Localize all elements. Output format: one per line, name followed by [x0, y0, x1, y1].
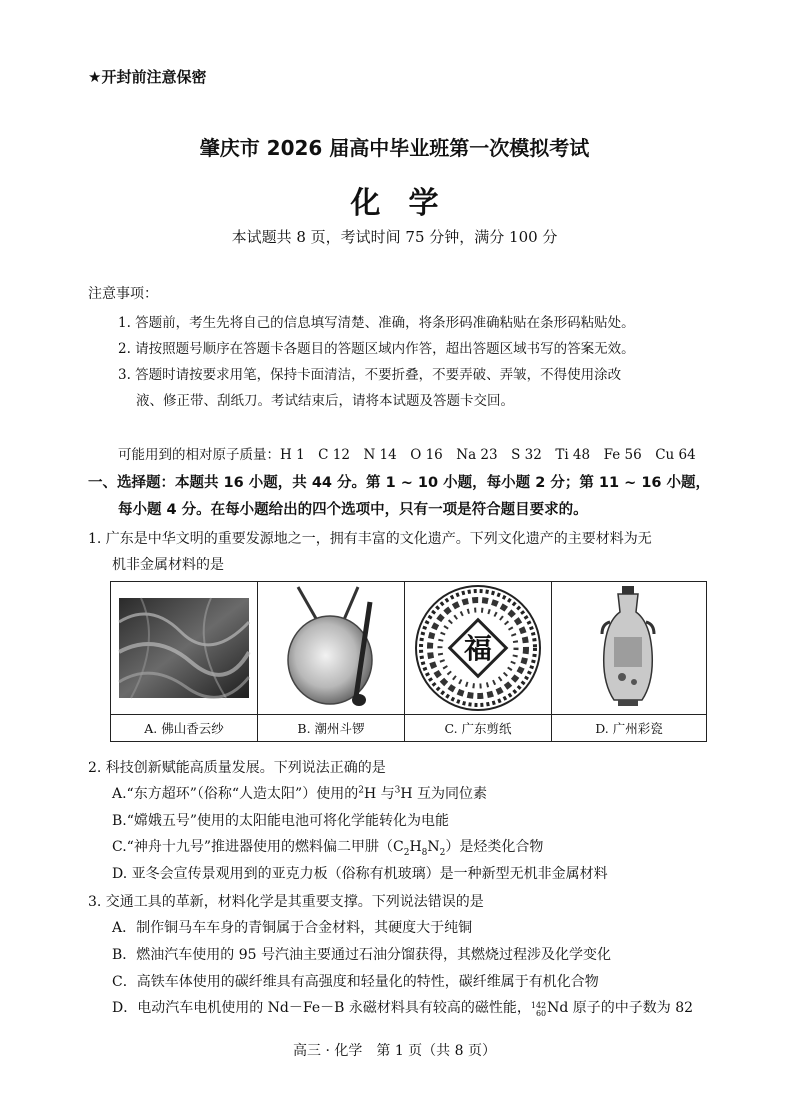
question-3-option-b: B．燃油汽车使用的 95 号汽油主要通过石油分馏获得，其燃烧过程涉及化学变化 — [112, 947, 612, 963]
question-2-option-c: C.“神舟十九号”推进器使用的燃料偏二甲肼$(C_2H_8N_2)$是烃类化合物 — [112, 839, 544, 858]
papercut-character: 福 — [463, 632, 493, 665]
papercut-image — [405, 582, 551, 715]
note-item-1: 1. 答题前，考生先将自己的信息填写清楚、准确，将条形码准确粘贴在条形码粘贴处。 — [118, 315, 635, 331]
question-2-option-a: A.“东方超环”（俗称“人造太阳”）使用的$^2$H 与$^3$H 互为同位素 — [112, 785, 488, 802]
option-d-caption: D. 广州彩瓷 — [595, 721, 663, 736]
question-1-picture-table — [110, 581, 707, 742]
option-c-caption: C. 广东剪纸 — [444, 721, 512, 736]
notes-heading: 注意事项： — [88, 286, 158, 302]
question-2-option-d: D. 亚冬会宣传景观用到的亚克力板（俗称有机玻璃）是一种新型无机非金属材料 — [112, 866, 608, 882]
question-1-stem-cont: 机非金属材料的是 — [112, 557, 224, 573]
question-3-option-c: C．高铁车体使用的碳纤维具有高强度和轻量化的特性，碳纤维属于有机化合物 — [112, 974, 599, 990]
question-3-stem: 3. 交通工具的革新，材料化学是其重要支撑。下列说法错误的是 — [88, 894, 484, 910]
question-2-option-b: B.“嫦娥五号”使用的太阳能电池可将化学能转化为电能 — [112, 813, 450, 829]
option-d-cell — [552, 582, 706, 741]
question-1-stem: 1. 广东是中华文明的重要发源地之一，拥有丰富的文化遗产。下列文化遗产的主要材料为无 — [88, 531, 652, 547]
confidential-notice: ★开封前注意保密 — [88, 68, 207, 86]
atomic-masses: 可能用到的相对原子质量：H 1 C 12 N 14 O 16 Na 23 S 32 Ti 48 Fe 56 Cu 64 — [118, 447, 696, 463]
page-footer: 高三 · 化学 第 1 页（共 8 页） — [293, 1043, 496, 1059]
exam-info: 本试题共 8 页，考试时间 75 分钟，满分 100 分 — [231, 228, 558, 246]
option-c-cell — [405, 582, 552, 741]
exam-title: 肇庆市 2026 届高中毕业班第一次模拟考试 — [199, 136, 590, 160]
note-item-3-cont: 液、修正带、刮纸刀。考试结束后，请将本试题及答题卡交回。 — [136, 393, 514, 409]
silk-fabric-image — [111, 582, 257, 715]
option-b-caption: B. 潮州斗锣 — [297, 721, 365, 736]
question-2-stem: 2. 科技创新赋能高质量发展。下列说法正确的是 — [88, 760, 386, 776]
option-a-caption: A. 佛山香云纱 — [144, 721, 224, 736]
section-heading-cont: 每小题 4 分。在每小题给出的四个选项中，只有一项是符合题目要求的。 — [118, 502, 588, 518]
subject-title: 化学 — [350, 186, 467, 221]
note-item-3: 3. 答题时请按要求用笔，保持卡面清洁，不要折叠，不要弄破、弄皱，不得使用涂改 — [118, 367, 622, 383]
question-3-option-a: A．制作铜马车车身的青铜属于合金材料，其硬度大于纯铜 — [112, 920, 473, 936]
gong-image — [258, 582, 404, 715]
option-b-cell — [258, 582, 405, 741]
porcelain-vase-image — [552, 582, 706, 715]
section-heading: 一、选择题：本题共 16 小题，共 44 分。第 1 ~ 10 小题，每小题 2 分；第 11 ~ 16 小题， — [88, 475, 711, 491]
note-item-2: 2. 请按照题号顺序在答题卡各题目的答题区域内作答，超出答题区域书写的答案无效。 — [118, 341, 635, 357]
option-a-cell — [111, 582, 258, 741]
question-3-option-d: D．电动汽车电机使用的 Nd－Fe－B 永磁材料具有较高的磁性能， 142 60 Nd 原子的中子数为 82 — [112, 1000, 694, 1018]
